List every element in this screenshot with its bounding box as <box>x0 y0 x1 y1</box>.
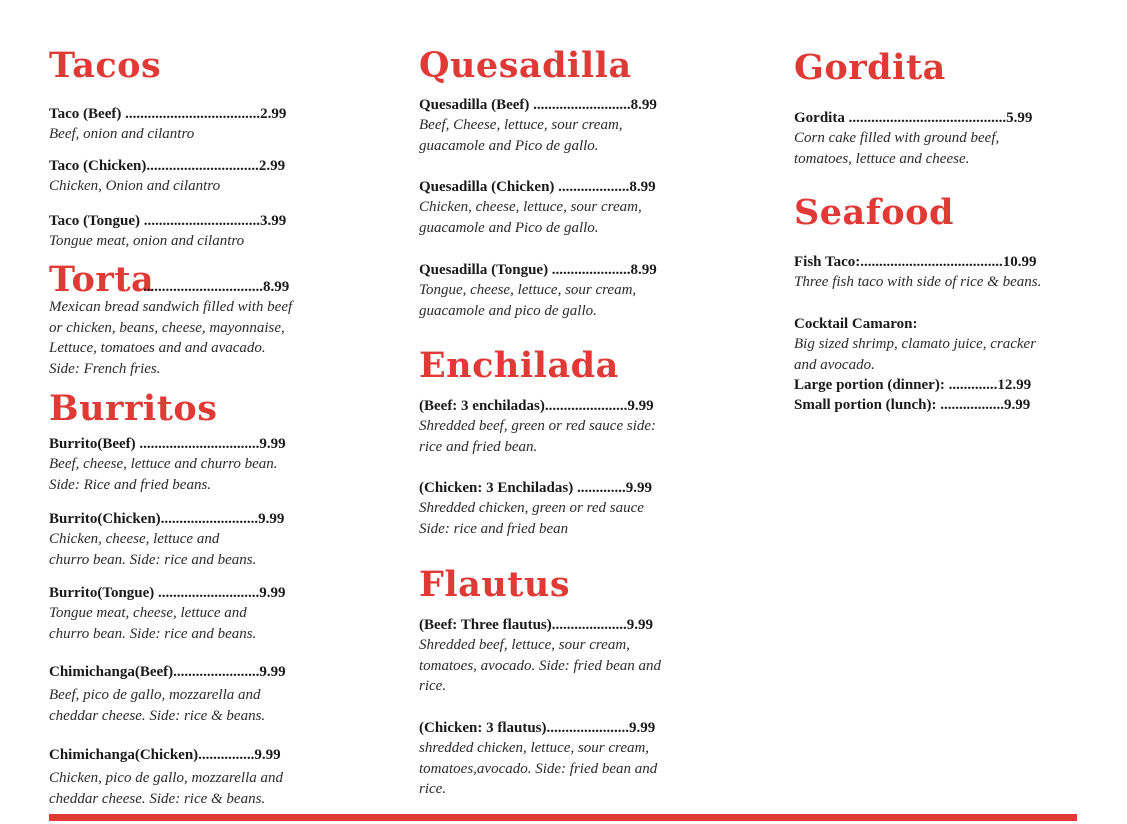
menu-item <box>49 211 286 252</box>
menu-item-desc: Three fish taco with side of rice & beans. <box>794 274 1042 290</box>
section-heading-enchilada: Enchilada <box>419 345 619 386</box>
menu-item-desc: Big sized shrimp, clamato juice, cracker and avocado. <box>794 336 1037 373</box>
menu-item-title: Quesadilla (Beef) ..........................8.99 <box>419 97 657 113</box>
section-heading-tacos: Tacos <box>49 45 162 86</box>
menu-item <box>419 718 657 800</box>
menu-item-desc: Corn cake filled with ground beef, tomatoes, lettuce and cheese. <box>794 130 1000 167</box>
menu-item-title: (Chicken: 3 flautus)......................9.99 <box>419 720 656 736</box>
menu-item-desc: shredded chicken, lettuce, sour cream, tomatoes,avocado. Side: fried bean and rice. <box>419 740 658 797</box>
menu-item-title: Taco (Tongue) ...............................3.99 <box>49 213 287 229</box>
menu-item-title: Cocktail Camaron: <box>794 316 918 332</box>
menu-item-desc: Shredded chicken, green or red sauce Side: rice and fried bean <box>419 500 644 537</box>
menu-item <box>49 434 286 495</box>
torta-price: ................................8.99 <box>143 279 290 295</box>
menu-item-desc: Shredded beef, green or red sauce side: rice and fried bean. <box>419 418 657 455</box>
menu-item <box>419 177 656 238</box>
menu-item-desc: Tongue meat, onion and cilantro <box>49 233 245 249</box>
menu-item-desc: Tongue meat, cheese, lettuce and churro bean. Side: rice and beans. <box>49 605 257 642</box>
menu-item <box>794 314 1036 415</box>
menu-item-desc: Chicken, cheese, lettuce and churro bean. Side: rice and beans. <box>49 531 257 568</box>
menu-item-title: Taco (Beef) ....................................2.99 <box>49 106 287 122</box>
menu-item-title: Chimichanga(Beef).......................9.99 <box>49 664 286 680</box>
menu-item-desc: Chicken, cheese, lettuce, sour cream, guacamole and Pico de gallo. <box>419 199 642 236</box>
menu-item <box>49 745 283 809</box>
menu-item-title: (Beef: 3 enchiladas)......................9.99 <box>419 398 654 414</box>
menu-item <box>49 156 285 197</box>
section-heading-burritos: Burritos <box>49 388 218 429</box>
menu-item-title: Burrito(Chicken)..........................9.99 <box>49 511 285 527</box>
menu-item-desc: Beef, Cheese, lettuce, sour cream, guacamole and Pico de gallo. <box>419 117 623 154</box>
menu-item <box>419 95 657 156</box>
menu-item-title: Chimichanga(Chicken)...............9.99 <box>49 747 281 763</box>
menu-item <box>419 260 657 321</box>
section-heading-seafood: Seafood <box>794 192 954 233</box>
menu-item-title: Gordita ..........................................5.99 <box>794 110 1033 126</box>
menu-item <box>794 108 1032 169</box>
large-portion-price: Large portion (dinner): .............12.99 <box>794 377 1032 393</box>
menu-item-title: Fish Taco:......................................10.99 <box>794 254 1037 270</box>
menu-item-desc: Tongue, cheese, lettuce, sour cream, guacamole and pico de gallo. <box>419 282 637 319</box>
bottom-accent-bar <box>49 814 1077 821</box>
menu-item-desc: Beef, pico de gallo, mozzarella and cheddar cheese. Side: rice & beans. <box>49 687 266 724</box>
section-heading-flautus: Flautus <box>419 564 571 605</box>
menu-item <box>49 104 286 145</box>
section-heading-quesadilla: Quesadilla <box>419 45 632 86</box>
menu-item-desc: Beef, cheese, lettuce and churro bean. Side: Rice and fried beans. <box>49 456 278 493</box>
section-heading-torta: Torta <box>49 259 155 300</box>
menu-item-desc: Chicken, pico de gallo, mozzarella and cheddar cheese. Side: rice & beans. <box>49 770 283 807</box>
menu-item-desc: Beef, onion and cilantro <box>49 126 195 142</box>
menu-item <box>419 396 656 457</box>
menu-item <box>419 615 661 697</box>
menu-item <box>49 583 286 644</box>
menu-item-title: Taco (Chicken)..............................2.99 <box>49 158 286 174</box>
menu-item-desc: Chicken, Onion and cilantro <box>49 178 221 194</box>
menu-item-title: Burrito(Beef) ................................9.99 <box>49 436 286 452</box>
section-heading-gordita: Gordita <box>794 47 946 88</box>
menu-item-desc: Shredded beef, lettuce, sour cream, tomatoes, avocado. Side: fried bean and rice. <box>419 637 662 694</box>
menu-item <box>794 252 1041 293</box>
menu-item <box>49 509 284 570</box>
menu-item-title: (Chicken: 3 Enchiladas) .............9.99 <box>419 480 652 496</box>
menu-item <box>49 662 286 726</box>
menu-item-title: (Beef: Three flautus)....................9.99 <box>419 617 654 633</box>
menu-item-title: Burrito(Tongue) ...........................9.99 <box>49 585 286 601</box>
menu-item <box>419 478 652 539</box>
menu-item-title: Quesadilla (Tongue) .....................8.99 <box>419 262 657 278</box>
torta-desc: Mexican bread sandwich filled with beef or chicken, beans, cheese, mayonnaise, Lettuce, tomatoes and and avacado. Side: French fries. <box>49 299 293 377</box>
menu-item-title: Quesadilla (Chicken) ...................8.99 <box>419 179 656 195</box>
small-portion-price: Small portion (lunch): .................9.99 <box>794 397 1031 413</box>
